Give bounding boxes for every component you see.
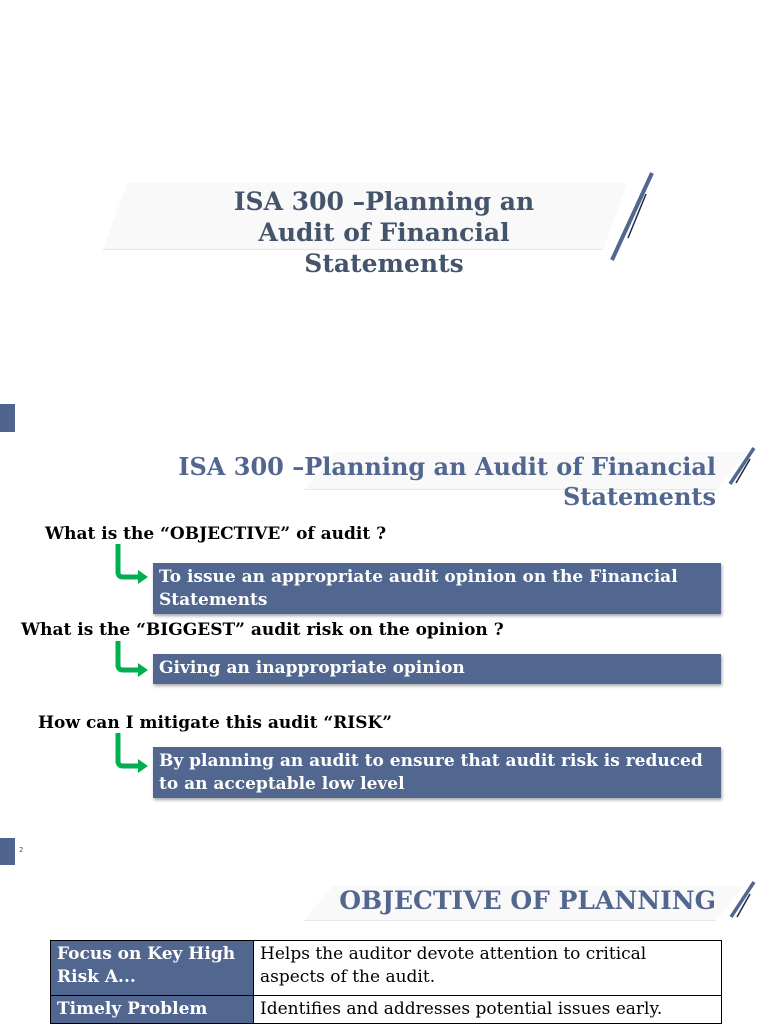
slide2-title xyxy=(120,452,716,512)
table-row xyxy=(51,941,722,996)
question-text: How can I mitigate this audit “RISK” xyxy=(38,713,393,733)
slide1-title-line: ISA 300 –Planning an xyxy=(233,187,535,216)
table-value-cell: Identifies and addresses potential issues early. xyxy=(254,996,722,1024)
table-row xyxy=(51,996,722,1024)
double-slash-decoration xyxy=(606,170,656,264)
green-arrow-icon xyxy=(110,639,150,681)
slide-marker xyxy=(0,838,15,865)
answer-box: Giving an inappropriate opinion xyxy=(153,654,721,684)
double-slash-decoration xyxy=(728,880,758,920)
question-text: What is the “OBJECTIVE” of audit ? xyxy=(45,524,387,544)
slide1-title-line: Statements xyxy=(304,249,464,278)
slide3-title: OBJECTIVE OF PLANNING xyxy=(339,886,716,915)
slide1-title xyxy=(200,186,568,279)
answer-box: By planning an audit to ensure that audit risk is reduced to an acceptable low level xyxy=(153,747,721,798)
slide2-title-line: Statements xyxy=(562,482,716,511)
green-arrow-icon xyxy=(110,731,150,773)
answer-box: To issue an appropriate audit opinion on the Financial Statements xyxy=(153,563,721,614)
slide1-title-line: Audit of Financial xyxy=(258,218,510,247)
slide2-title-line: ISA 300 –Planning an Audit of Financial xyxy=(178,452,716,481)
slide-marker xyxy=(0,404,15,432)
table-key-text: Focus on Key High Risk A... xyxy=(57,944,236,987)
double-slash-decoration xyxy=(726,445,758,487)
question-text: What is the “BIGGEST” audit risk on the opinion ? xyxy=(21,620,504,640)
table-key-cell xyxy=(51,941,254,996)
table-key-cell: Timely Problem xyxy=(51,996,254,1024)
page-number: 2 xyxy=(19,846,24,854)
table-value-cell: Helps the auditor devote attention to critical aspects of the audit. xyxy=(254,941,722,996)
objectives-table xyxy=(50,940,722,1024)
green-arrow-icon xyxy=(110,542,150,584)
